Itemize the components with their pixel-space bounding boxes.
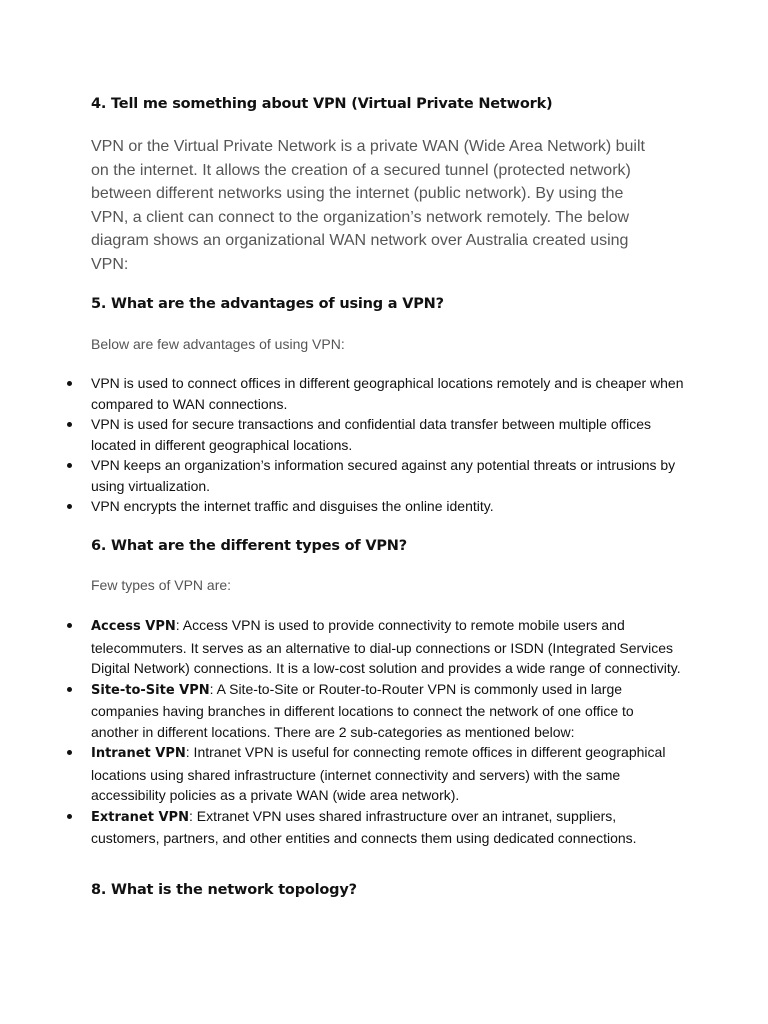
q4-heading: 4. Tell me something about VPN (Virtual Private Network) — [91, 96, 553, 112]
term-intranet-vpn: Intranet VPN — [91, 746, 186, 761]
bullet-icon — [67, 687, 72, 692]
list-item-text: VPN is used for secure transactions and confidential data transfer between multiple offices located in different geographical locations. — [91, 416, 652, 453]
term-extranet-vpn: Extranet VPN — [91, 809, 189, 825]
q8-heading: 8. What is the network topology? — [91, 882, 357, 898]
bullet-icon — [67, 381, 72, 386]
bullet-icon — [67, 814, 72, 819]
bullet-icon — [67, 422, 72, 427]
q5-advantages-list — [64, 373, 684, 517]
term-site-to-site-vpn: Site-to-Site VPN — [91, 682, 210, 698]
bullet-icon — [67, 504, 72, 509]
term-access-vpn: Access VPN — [91, 619, 176, 634]
list-item — [64, 615, 684, 679]
list-item — [64, 679, 684, 743]
bullet-icon — [67, 750, 72, 755]
list-item — [64, 455, 684, 496]
list-item-text: : Intranet VPN is useful for connecting remote offices in different geographical locations using shared infrastructure (internet connectivity and servers) with the same accessibility policies as a private WAN (wide area network). — [91, 744, 666, 803]
list-item — [64, 806, 684, 849]
q5-heading: 5. What are the advantages of using a VPN? — [91, 296, 444, 312]
list-item-text: VPN keeps an organization’s information secured against any potential threats or intrusions by using virtualization. — [91, 457, 676, 494]
list-item-text: : Access VPN is used to provide connectivity to remote mobile users and telecommuters. It serves as an alternative to dial-up connections or ISDN (Integrated Services Digital Network) connections. It is a low-cost solution and provides a wide range of connectivity. — [91, 617, 681, 676]
list-item — [64, 742, 684, 806]
list-item — [64, 496, 684, 517]
list-item-text: VPN is used to connect offices in different geographical locations remotely and is cheaper when compared to WAN connections. — [91, 375, 684, 412]
q4-paragraph: VPN or the Virtual Private Network is a private WAN (Wide Area Network) built on the internet. It allows the creation of a secured tunnel (protected network) between different networks using the internet (public network). By using the VPN, a client can connect to the organization’s network remotely. The below diagram shows an organizational WAN network over Australia created using VPN: — [91, 138, 645, 273]
q6-lead-text: Few types of VPN are: — [91, 577, 232, 593]
list-item — [64, 373, 684, 414]
list-item-text: VPN encrypts the internet traffic and disguises the online identity. — [91, 498, 494, 514]
list-item-text: : Extranet VPN uses shared infrastructure over an intranet, suppliers, customers, partners, and other entities and connects them using dedicated connections. — [91, 807, 637, 846]
bullet-icon — [67, 623, 72, 628]
q6-heading: 6. What are the different types of VPN? — [91, 538, 407, 554]
list-item-text: : A Site-to-Site or Router-to-Router VPN is commonly used in large companies having branches in different locations to connect the network of one office to another in different locations. There are 2 sub-categories as mentioned below: — [91, 680, 634, 740]
list-item — [64, 414, 684, 455]
q6-vpn-types-list — [64, 615, 684, 849]
bullet-icon — [67, 463, 72, 468]
q5-lead-text: Below are few advantages of using VPN: — [91, 336, 345, 352]
